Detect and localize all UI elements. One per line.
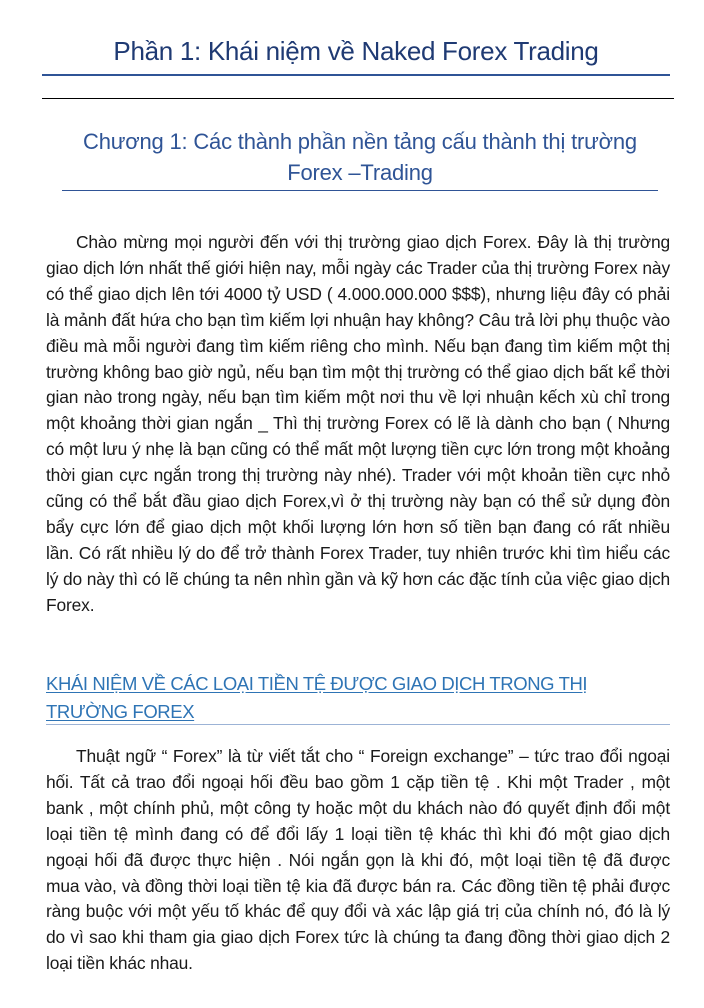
part-title: Phần 1: Khái niệm về Naked Forex Trading	[113, 36, 599, 66]
section-heading-rule	[46, 724, 670, 725]
body-paragraph-intro	[46, 230, 670, 619]
chapter-title-underline	[62, 190, 658, 191]
horizontal-rule	[42, 98, 674, 99]
body-paragraph-forex-definition	[46, 744, 670, 977]
section-heading: KHÁI NIỆM VỀ CÁC LOẠI TIỀN TỆ ĐƯỢC GIAO DỊCH TRONG THỊ TRƯỜNG FOREX	[46, 673, 588, 722]
paragraph-text: Thuật ngữ “ Forex” là từ viết tắt cho “ Foreign exchange” – tức trao đổi ngoại hối. Tất cả trao đổi ngoại hối đều bao gồm 1 cặp tiền tệ . Khi một Trader , một bank , một chính phủ, một công ty hoặc một du khách nào đó quyết định đổi một loại tiền tệ mình đang có để đổi lấy 1 loại tiền tệ khác thì khi đó một giao dịch ngoại hối đã được thực hiện . Nói ngắn gọn là khi đó, một loại tiền tệ đã được mua vào, và đồng thời loại tiền tệ kia đã được bán ra. Các đồng tiền tệ phải được ràng buộc với một yếu tố khác để quy đổi và xác lập giá trị của chính nó, đó là lý do vì sao khi tham gia giao dịch Forex tức là chúng ta đang đồng thời giao dịch 2 loại tiền khác nhau.	[46, 746, 670, 974]
part-title-underline	[42, 74, 670, 76]
chapter-title: Chương 1: Các thành phần nền tảng cấu thành thị trường Forex –Trading	[83, 129, 637, 185]
paragraph-text: Chào mừng mọi người đến với thị trường giao dịch Forex. Đây là thị trường giao dịch lớn nhất thế giới hiện nay, mỗi ngày các Trader của thị trường Forex này có thể giao dịch lên tới 4000 tỷ USD ( 4.000.000.000 $$$), nhưng liệu đây có phải là mảnh đất hứa cho bạn tìm kiếm lợi nhuận hay không? Câu trả lời phụ thuộc vào điều mà mỗi người đang tìm kiếm riêng cho mình. Nếu bạn đang tìm kiếm một thị trường không bao giờ ngủ, nếu bạn tìm một thị trường có thể giao dịch bất kể thời gian nào trong ngày, nếu bạn tìm kiếm một nơi thu về lợi nhuận kếch xù chỉ trong một khoảng thời gian ngắn _ Thì thị trường Forex có lẽ là dành cho bạn ( Nhưng có một lưu ý nhẹ là bạn cũng có thể mất một lượng tiền cực lớn trong một khoảng thời gian cực ngắn trong thị trường này nhé). Trader với một khoản tiền cực nhỏ cũng có thể bắt đầu giao dịch Forex,vì ở thị trường này bạn có thể sử dụng đòn bẩy cực lớn để giao dịch một khối lượng lớn hơn số tiền bạn đang có rất nhiều lần. Có rất nhiều lý do để trở thành Forex Trader, tuy nhiên trước khi tìm hiểu các lý do này thì có lẽ chúng ta nên nhìn gần và kỹ hơn các đặc tính của việc giao dịch Forex.	[46, 232, 670, 615]
